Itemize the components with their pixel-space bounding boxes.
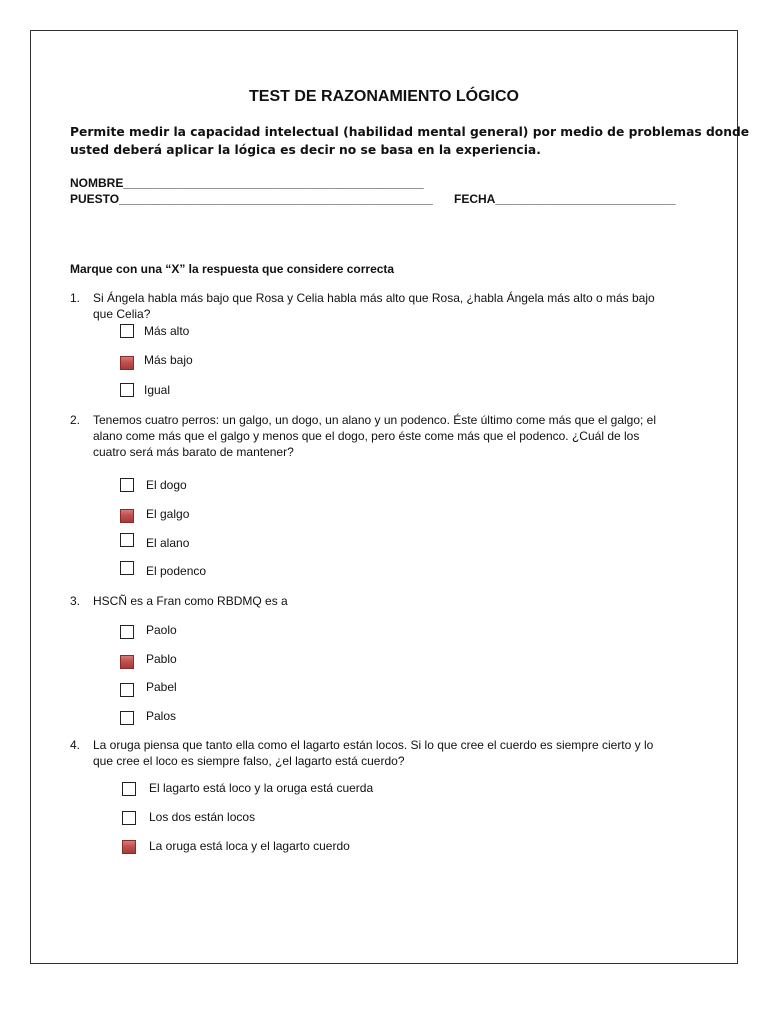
option-label: Igual bbox=[144, 383, 171, 397]
checkbox-checked[interactable] bbox=[122, 840, 136, 854]
option-label: Pablo bbox=[146, 652, 177, 666]
checkbox-unchecked[interactable] bbox=[120, 383, 134, 397]
instruction-text: Marque con una “X” la respuesta que considere correcta bbox=[70, 262, 395, 276]
question-line: HSCÑ es a Fran como RBDMQ es a bbox=[93, 594, 288, 608]
checkbox-checked[interactable] bbox=[120, 655, 134, 669]
question-text bbox=[93, 290, 710, 322]
option-label: Más bajo bbox=[144, 353, 193, 367]
question-text bbox=[93, 593, 710, 609]
option-label: Más alto bbox=[144, 324, 190, 338]
puesto-field[interactable]: PUESTO_______________________________________________ bbox=[70, 192, 433, 206]
checkbox-checked[interactable] bbox=[120, 509, 134, 523]
checkbox-unchecked[interactable] bbox=[120, 533, 134, 547]
question-2 bbox=[70, 412, 710, 460]
question-text bbox=[93, 412, 710, 460]
question-line: Si Ángela habla más bajo que Rosa y Celia habla más alto que Rosa, ¿habla Ángela más alto o más bajo bbox=[93, 291, 655, 305]
question-number: 1. bbox=[70, 291, 81, 305]
option-label: El alano bbox=[146, 536, 190, 550]
checkbox-unchecked[interactable] bbox=[120, 711, 134, 725]
option-label: El podenco bbox=[146, 564, 207, 578]
checkbox-checked[interactable] bbox=[120, 356, 134, 370]
intro-line: usted deberá aplicar la lógica es decir no se basa en la experiencia. bbox=[70, 143, 541, 157]
checkbox-unchecked[interactable] bbox=[120, 683, 134, 697]
question-text bbox=[93, 737, 710, 769]
intro-line: Permite medir la capacidad intelectual (habilidad mental general) por medio de problemas donde bbox=[70, 125, 750, 139]
intro-paragraph bbox=[70, 123, 750, 159]
page-border bbox=[30, 30, 750, 964]
question-4 bbox=[70, 737, 710, 769]
question-1 bbox=[70, 290, 710, 322]
checkbox-unchecked[interactable] bbox=[122, 782, 136, 796]
document-title: TEST DE RAZONAMIENTO LÓGICO bbox=[249, 88, 519, 105]
question-line: cuatro será más barato de mantener? bbox=[93, 445, 294, 459]
checkbox-unchecked[interactable] bbox=[120, 561, 134, 575]
option-label: Los dos están locos bbox=[149, 810, 256, 824]
checkbox-unchecked[interactable] bbox=[120, 625, 134, 639]
question-line: que cree el loco es siempre falso, ¿el lagarto está cuerdo? bbox=[93, 754, 405, 768]
question-3 bbox=[70, 593, 710, 609]
checkbox-unchecked[interactable] bbox=[122, 811, 136, 825]
question-line: La oruga piensa que tanto ella como el lagarto están locos. Si lo que cree el cuerdo es siempre cierto y lo bbox=[93, 738, 654, 752]
question-number: 4. bbox=[70, 738, 81, 752]
fecha-field[interactable]: FECHA___________________________ bbox=[454, 192, 676, 206]
option-label: La oruga está loca y el lagarto cuerdo bbox=[149, 839, 350, 853]
checkbox-unchecked[interactable] bbox=[120, 478, 134, 492]
checkbox-unchecked[interactable] bbox=[120, 324, 134, 338]
option-label: Paolo bbox=[146, 623, 177, 637]
question-number: 3. bbox=[70, 594, 81, 608]
nombre-field[interactable]: NOMBRE_____________________________________________ bbox=[70, 176, 424, 190]
question-line: Tenemos cuatro perros: un galgo, un dogo, un alano y un podenco. Éste último come más que el galgo; el bbox=[93, 413, 657, 427]
question-line: que Celia? bbox=[93, 307, 151, 321]
option-label: Pabel bbox=[146, 680, 177, 694]
option-label: El lagarto está loco y la oruga está cuerda bbox=[149, 781, 374, 795]
option-label: Palos bbox=[146, 709, 177, 723]
option-label: El dogo bbox=[146, 478, 187, 492]
question-line: alano come más que el galgo y menos que el dogo, pero éste come más que el podenco. ¿Cuál de los bbox=[93, 429, 640, 443]
question-number: 2. bbox=[70, 413, 81, 427]
option-label: El galgo bbox=[146, 507, 190, 521]
